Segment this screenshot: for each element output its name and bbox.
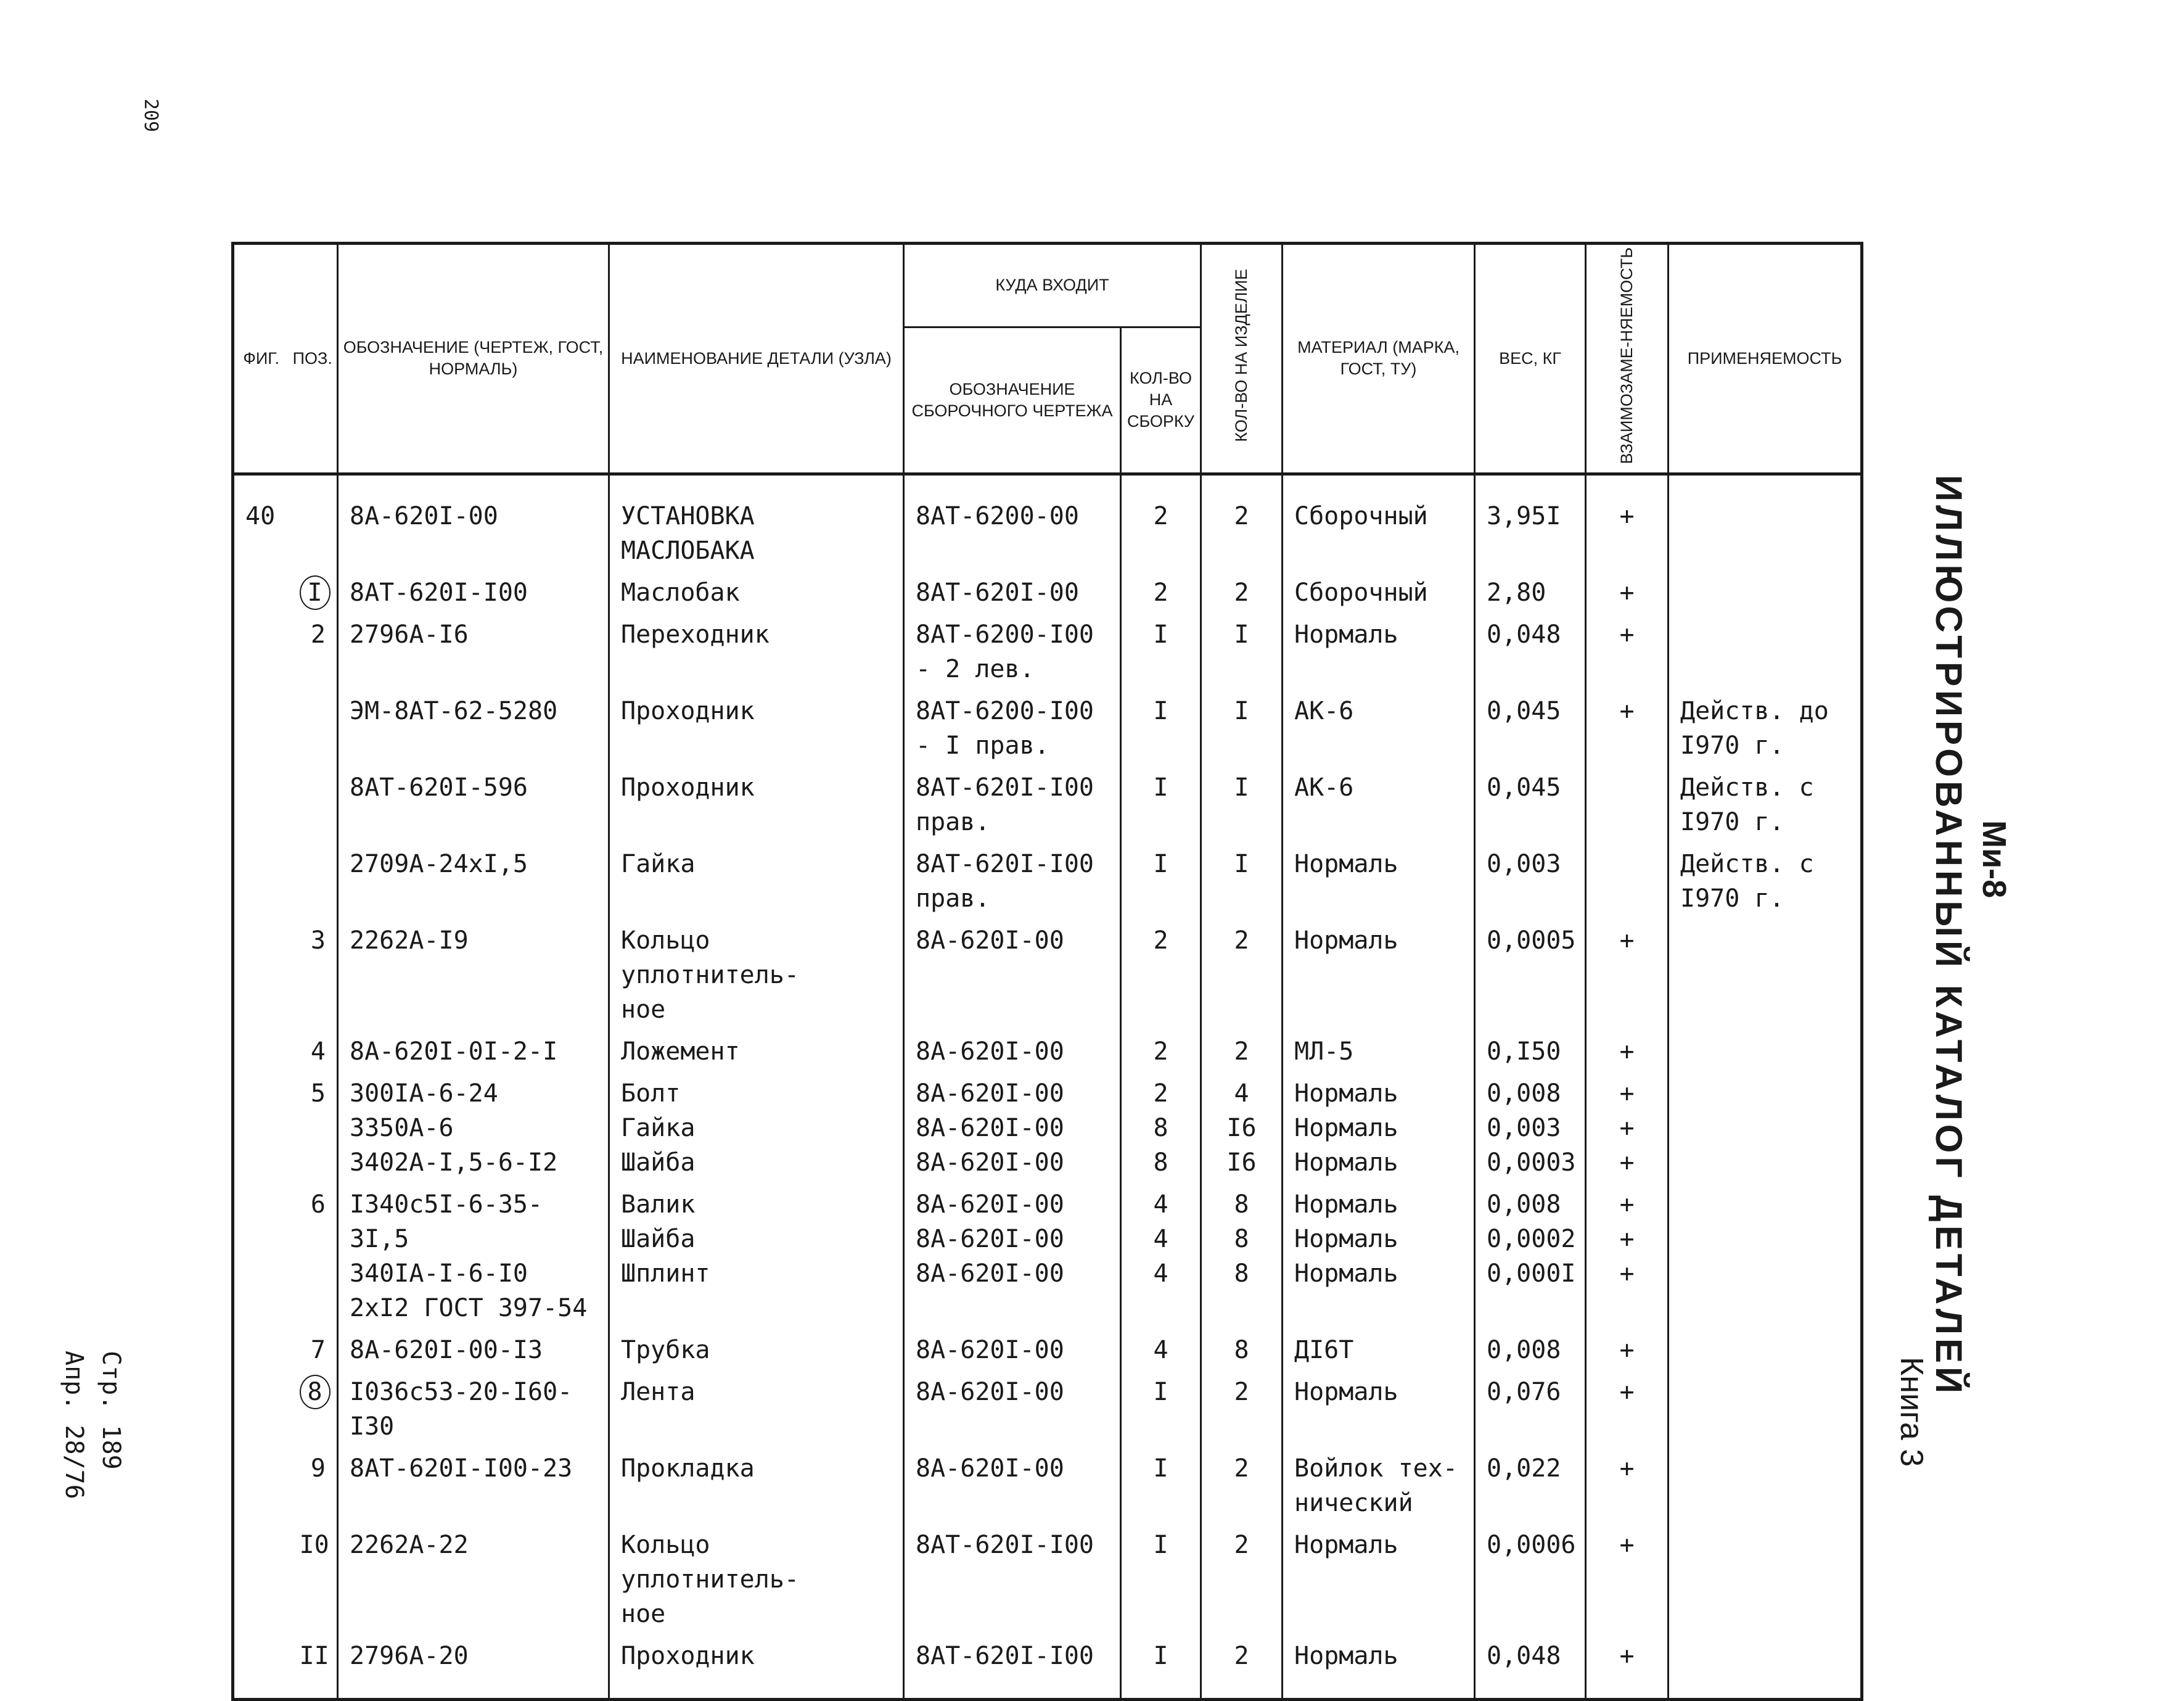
table-row xyxy=(233,572,1862,614)
fig-cell: 40 xyxy=(233,474,289,572)
material-cell: Нормаль xyxy=(1283,614,1475,690)
qty-product-cell: 8 xyxy=(1201,1329,1283,1371)
pos-cell xyxy=(289,572,338,614)
designation-cell: ЭМ-8АТ-62-5280 xyxy=(338,690,609,767)
qty-product-cell: 2 xyxy=(1201,1031,1283,1073)
assembly-cell: 8АТ-620I-00 xyxy=(904,572,1121,614)
designation-cell: 8А-620I-00-I3 xyxy=(338,1329,609,1371)
name-cell: Проходник xyxy=(609,1635,904,1700)
qty-product-cell: I xyxy=(1201,690,1283,767)
assembly-cell: 8АТ-620I-I00 xyxy=(904,1524,1121,1635)
applicability-cell: Действ. с I970 г. xyxy=(1669,767,1862,843)
assembly-cell: 8АТ-6200-I00 - I прав. xyxy=(904,690,1121,767)
header-material: МАТЕРИАЛ (МАРКА, ГОСТ, ТУ) xyxy=(1283,244,1475,474)
header-name: НАИМЕНОВАНИЕ ДЕТАЛИ (УЗЛА) xyxy=(609,244,904,474)
header-interchangeability-text: ВЗАИМОЗАМЕ-НЯЕМОСТЬ xyxy=(1617,247,1636,464)
designation-cell: 8АТ-620I-I00 xyxy=(338,572,609,614)
pos-cell: 6 xyxy=(289,1184,338,1329)
material-cell: Нормаль xyxy=(1283,1371,1475,1448)
page-label: Стр. 189 xyxy=(97,1351,125,1470)
table-row xyxy=(233,767,1862,843)
pos-cell xyxy=(289,690,338,767)
interchangeability-cell: + xyxy=(1586,920,1669,1031)
fig-cell xyxy=(233,614,289,690)
qty-product-cell: 2 xyxy=(1201,1448,1283,1524)
applicability-cell xyxy=(1669,572,1862,614)
table-row xyxy=(233,1371,1862,1448)
applicability-cell: Действ. с I970 г. xyxy=(1669,843,1862,920)
header-designation: ОБОЗНАЧЕНИЕ (ЧЕРТЕЖ, ГОСТ, НОРМАЛЬ) xyxy=(338,244,609,474)
interchangeability-cell xyxy=(1586,767,1669,843)
fig-cell xyxy=(233,1329,289,1371)
table-row xyxy=(233,1329,1862,1371)
qty-product-cell: I xyxy=(1201,767,1283,843)
interchangeability-cell xyxy=(1586,843,1669,920)
interchangeability-cell: + + + xyxy=(1586,1073,1669,1184)
model-title: Ми-8 xyxy=(1976,820,2013,899)
qty-product-cell: 2 xyxy=(1201,474,1283,572)
fig-cell xyxy=(233,1184,289,1329)
name-cell: УСТАНОВКА МАСЛОБАКА xyxy=(609,474,904,572)
applicability-cell xyxy=(1669,1371,1862,1448)
name-cell: Гайка xyxy=(609,843,904,920)
assembly-cell: 8АТ-620I-I00 прав. xyxy=(904,843,1121,920)
pos-cell xyxy=(289,843,338,920)
assembly-cell: 8АТ-6200-I00 - 2 лев. xyxy=(904,614,1121,690)
fig-cell xyxy=(233,920,289,1031)
material-cell: АК-6 xyxy=(1283,690,1475,767)
page-number: 209 xyxy=(140,99,162,133)
material-cell: Нормаль Нормаль Нормаль xyxy=(1283,1073,1475,1184)
assembly-cell: 8АТ-620I-I00 xyxy=(904,1635,1121,1700)
qty-assembly-cell: I xyxy=(1121,1524,1201,1635)
revision-label: Апр. 28/76 xyxy=(60,1351,88,1499)
table-row xyxy=(233,1524,1862,1635)
header-interchangeability xyxy=(1586,244,1669,474)
qty-assembly-cell: I xyxy=(1121,690,1201,767)
table-header xyxy=(233,244,1862,474)
qty-assembly-cell: I xyxy=(1121,1448,1201,1524)
table-row xyxy=(233,690,1862,767)
qty-assembly-cell: I xyxy=(1121,1371,1201,1448)
applicability-cell xyxy=(1669,1524,1862,1635)
weight-cell: 0,045 xyxy=(1475,690,1586,767)
name-cell: Валик Шайба Шплинт xyxy=(609,1184,904,1329)
designation-cell: 8АТ-620I-596 xyxy=(338,767,609,843)
interchangeability-cell: + xyxy=(1586,474,1669,572)
interchangeability-cell: + xyxy=(1586,1524,1669,1635)
qty-assembly-cell: 4 xyxy=(1121,1329,1201,1371)
name-cell: Трубка xyxy=(609,1329,904,1371)
qty-product-cell: I xyxy=(1201,614,1283,690)
material-cell: Войлок тех- нический xyxy=(1283,1448,1475,1524)
catalog-title: ИЛЛЮСТРИРОВАННЫЙ КАТАЛОГ ДЕТАЛЕЙ xyxy=(1928,475,1969,1398)
assembly-cell: 8А-620I-00 xyxy=(904,920,1121,1031)
header-pos: ПОЗ. xyxy=(289,244,338,474)
table-row xyxy=(233,843,1862,920)
designation-cell: I340с5I-6-35-3I,5 340IА-I-6-I0 2хI2 ГОСТ 397-54 xyxy=(338,1184,609,1329)
material-cell: Нормаль xyxy=(1283,1635,1475,1700)
designation-cell: 2796А-I6 xyxy=(338,614,609,690)
name-cell: Переходник xyxy=(609,614,904,690)
qty-product-cell: 2 xyxy=(1201,920,1283,1031)
qty-assembly-cell: 2 xyxy=(1121,474,1201,572)
fig-cell xyxy=(233,1524,289,1635)
pos-cell xyxy=(289,767,338,843)
interchangeability-cell: + + + xyxy=(1586,1184,1669,1329)
table-row xyxy=(233,1031,1862,1073)
applicability-cell xyxy=(1669,614,1862,690)
circled-position: 8 xyxy=(300,1375,330,1409)
weight-cell: 0,048 xyxy=(1475,1635,1586,1700)
assembly-cell: 8А-620I-00 8А-620I-00 8А-620I-00 xyxy=(904,1073,1121,1184)
pos-cell: 2 xyxy=(289,614,338,690)
weight-cell: 0,048 xyxy=(1475,614,1586,690)
fig-cell xyxy=(233,843,289,920)
name-cell: Кольцо уплотнитель- ное xyxy=(609,920,904,1031)
designation-cell: I036с53-20-I60-I30 xyxy=(338,1371,609,1448)
header-fig: ФИГ. xyxy=(233,244,289,474)
weight-cell: 0,008 0,0002 0,000I xyxy=(1475,1184,1586,1329)
designation-cell: 2262А-22 xyxy=(338,1524,609,1635)
fig-cell xyxy=(233,690,289,767)
designation-cell: 8А-620I-0I-2-I xyxy=(338,1031,609,1073)
interchangeability-cell: + xyxy=(1586,1635,1669,1700)
material-cell: Нормаль xyxy=(1283,920,1475,1031)
header-where-used: КУДА ВХОДИТ xyxy=(904,244,1201,327)
qty-assembly-cell: I xyxy=(1121,1635,1201,1700)
material-cell: Сборочный xyxy=(1283,572,1475,614)
name-cell: Лента xyxy=(609,1371,904,1448)
applicability-cell xyxy=(1669,1184,1862,1329)
assembly-cell: 8А-620I-00 8А-620I-00 8А-620I-00 xyxy=(904,1184,1121,1329)
header-weight: ВЕС, КГ xyxy=(1475,244,1586,474)
table-row xyxy=(233,1448,1862,1524)
book-label: Книга 3 xyxy=(1894,1357,1929,1467)
weight-cell: 0,0006 xyxy=(1475,1524,1586,1635)
fig-cell xyxy=(233,572,289,614)
weight-cell: 0,003 xyxy=(1475,843,1586,920)
designation-cell: 2709А-24хI,5 xyxy=(338,843,609,920)
qty-assembly-cell: I xyxy=(1121,767,1201,843)
header-qty-assembly: КОЛ-ВО НА СБОРКУ xyxy=(1121,327,1201,474)
name-cell: Проходник xyxy=(609,690,904,767)
applicability-cell xyxy=(1669,1031,1862,1073)
material-cell: АК-6 xyxy=(1283,767,1475,843)
qty-assembly-cell: I xyxy=(1121,843,1201,920)
parts-table xyxy=(231,242,1863,1701)
qty-product-cell: 2 xyxy=(1201,572,1283,614)
table-row xyxy=(233,1073,1862,1184)
page-footer xyxy=(55,1351,129,1499)
pos-cell xyxy=(289,1371,338,1448)
designation-cell: 2796А-20 xyxy=(338,1635,609,1700)
qty-product-cell: 2 xyxy=(1201,1524,1283,1635)
weight-cell: 0,045 xyxy=(1475,767,1586,843)
interchangeability-cell: + xyxy=(1586,614,1669,690)
weight-cell: 0,022 xyxy=(1475,1448,1586,1524)
circled-position: I xyxy=(300,575,330,610)
material-cell: Нормаль Нормаль Нормаль xyxy=(1283,1184,1475,1329)
qty-product-cell: 4 I6 I6 xyxy=(1201,1073,1283,1184)
qty-assembly-cell: 2 xyxy=(1121,1031,1201,1073)
applicability-cell xyxy=(1669,920,1862,1031)
qty-assembly-cell: 2 xyxy=(1121,920,1201,1031)
fig-cell xyxy=(233,1371,289,1448)
table-body xyxy=(233,474,1862,1699)
weight-cell: 0,I50 xyxy=(1475,1031,1586,1073)
fig-cell xyxy=(233,1635,289,1700)
name-cell: Ложемент xyxy=(609,1031,904,1073)
pos-cell: 3 xyxy=(289,920,338,1031)
name-cell: Кольцо уплотнитель- ное xyxy=(609,1524,904,1635)
name-cell: Прокладка xyxy=(609,1448,904,1524)
material-cell: Нормаль xyxy=(1283,1524,1475,1635)
pos-cell: 4 xyxy=(289,1031,338,1073)
pos-cell: II xyxy=(289,1635,338,1700)
applicability-cell xyxy=(1669,1448,1862,1524)
weight-cell: 0,076 xyxy=(1475,1371,1586,1448)
interchangeability-cell: + xyxy=(1586,1031,1669,1073)
weight-cell: 0,0005 xyxy=(1475,920,1586,1031)
assembly-cell: 8А-620I-00 xyxy=(904,1371,1121,1448)
designation-cell: 8А-620I-00 xyxy=(338,474,609,572)
table-row xyxy=(233,1184,1862,1329)
pos-cell xyxy=(289,474,338,572)
weight-cell: 2,80 xyxy=(1475,572,1586,614)
interchangeability-cell: + xyxy=(1586,572,1669,614)
fig-cell xyxy=(233,1031,289,1073)
qty-assembly-cell: 4 4 4 xyxy=(1121,1184,1201,1329)
interchangeability-cell: + xyxy=(1586,1371,1669,1448)
assembly-cell: 8А-620I-00 xyxy=(904,1031,1121,1073)
fig-cell xyxy=(233,1448,289,1524)
table-row xyxy=(233,920,1862,1031)
qty-product-cell: 2 xyxy=(1201,1371,1283,1448)
assembly-cell: 8АТ-6200-00 xyxy=(904,474,1121,572)
weight-cell: 3,95I xyxy=(1475,474,1586,572)
applicability-cell xyxy=(1669,474,1862,572)
material-cell: Сборочный xyxy=(1283,474,1475,572)
applicability-cell: Действ. до I970 г. xyxy=(1669,690,1862,767)
pos-cell: 9 xyxy=(289,1448,338,1524)
weight-cell: 0,008 0,003 0,0003 xyxy=(1475,1073,1586,1184)
header-applicability: ПРИМЕНЯЕМОСТЬ xyxy=(1669,244,1862,474)
fig-cell xyxy=(233,767,289,843)
material-cell: ДI6Т xyxy=(1283,1329,1475,1371)
qty-product-cell: I xyxy=(1201,843,1283,920)
pos-cell: 5 xyxy=(289,1073,338,1184)
applicability-cell xyxy=(1669,1329,1862,1371)
qty-assembly-cell: I xyxy=(1121,614,1201,690)
header-assembly-drawing: ОБОЗНАЧЕНИЕ СБОРОЧНОГО ЧЕРТЕЖА xyxy=(904,327,1121,474)
material-cell: МЛ-5 xyxy=(1283,1031,1475,1073)
assembly-cell: 8А-620I-00 xyxy=(904,1448,1121,1524)
table-row xyxy=(233,474,1862,572)
table-row xyxy=(233,1635,1862,1700)
header-qty-product-text: КОЛ-ВО НА ИЗДЕЛИЕ xyxy=(1231,269,1250,443)
qty-product-cell: 2 xyxy=(1201,1635,1283,1700)
name-cell: Проходник xyxy=(609,767,904,843)
table-row xyxy=(233,614,1862,690)
assembly-cell: 8А-620I-00 xyxy=(904,1329,1121,1371)
name-cell: Болт Гайка Шайба xyxy=(609,1073,904,1184)
pos-cell: I0 xyxy=(289,1524,338,1635)
qty-assembly-cell: 2 xyxy=(1121,572,1201,614)
header-qty-product xyxy=(1201,244,1283,474)
weight-cell: 0,008 xyxy=(1475,1329,1586,1371)
name-cell: Маслобак xyxy=(609,572,904,614)
designation-cell: 2262А-I9 xyxy=(338,920,609,1031)
designation-cell: 300IА-6-24 3350А-6 3402А-I,5-6-I2 xyxy=(338,1073,609,1184)
designation-cell: 8АТ-620I-I00-23 xyxy=(338,1448,609,1524)
qty-product-cell: 8 8 8 xyxy=(1201,1184,1283,1329)
interchangeability-cell: + xyxy=(1586,1329,1669,1371)
fig-cell xyxy=(233,1073,289,1184)
qty-assembly-cell: 2 8 8 xyxy=(1121,1073,1201,1184)
material-cell: Нормаль xyxy=(1283,843,1475,920)
pos-cell: 7 xyxy=(289,1329,338,1371)
interchangeability-cell: + xyxy=(1586,1448,1669,1524)
interchangeability-cell: + xyxy=(1586,690,1669,767)
applicability-cell xyxy=(1669,1073,1862,1184)
applicability-cell xyxy=(1669,1635,1862,1700)
assembly-cell: 8АТ-620I-I00 прав. xyxy=(904,767,1121,843)
